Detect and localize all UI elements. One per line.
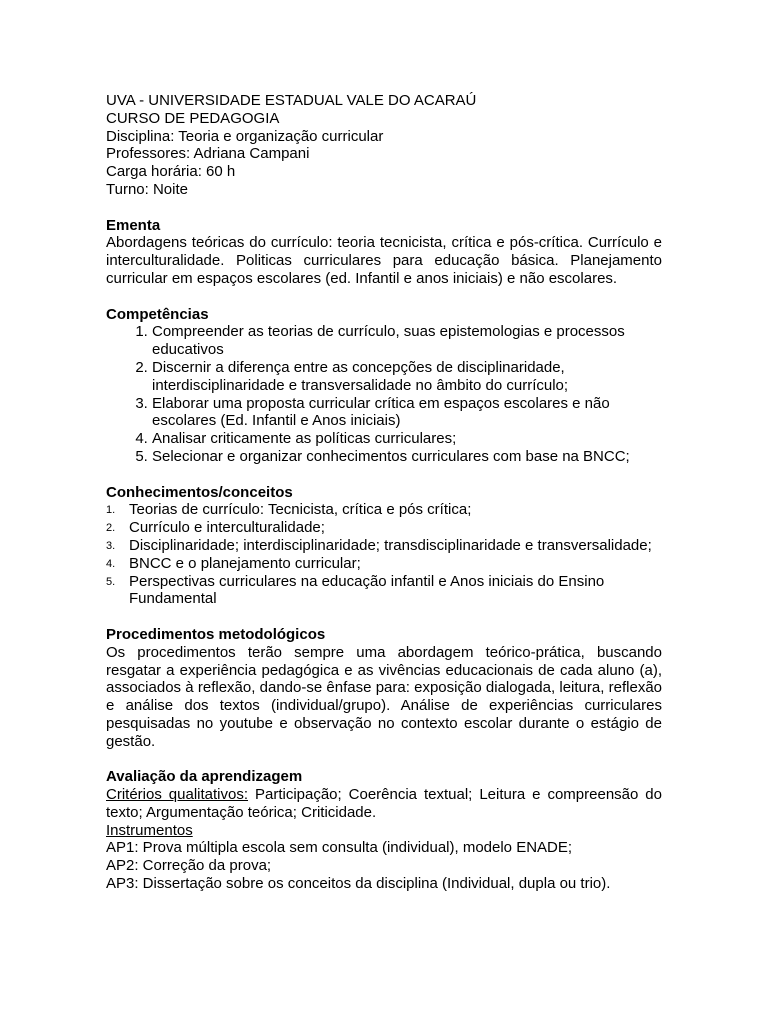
list-item: 5. Selecionar e organizar conhecimentos curriculares com base na BNCC;: [152, 448, 662, 466]
ap3-line: AP3: Dissertação sobre os conceitos da disciplina (Individual, dupla ou trio).: [106, 875, 611, 893]
avaliacao-section: [106, 768, 662, 893]
syllabus-page: [106, 92, 662, 893]
spacer: [106, 199, 662, 217]
procedimentos-text: Os procedimentos terão sempre uma abordagem teórico-prática, buscando resgatar a experiência pedagógica e as vivências educacionais de cada aluno (a), associados à reflexão, dando-se ênfase para: exposição dialogada, leitura, reflexão e análise dos textos (individual/grupo). Análise de experiências curriculares pesquisadas no youtube e observação no contexto escolar durante o estágio de gestão.: [106, 643, 662, 750]
list-number: 3.: [106, 539, 116, 552]
discipline-line: Disciplina: Teoria e organização curricular: [106, 127, 384, 145]
professors-line: Professores: Adriana Campani: [106, 145, 310, 163]
list-item-text: Perspectivas curriculares na educação infantil e Anos iniciais do Ensino Fundamental: [129, 572, 605, 608]
workload-line: Carga horária: 60 h: [106, 163, 236, 181]
shift-line: Turno: Noite: [106, 180, 188, 198]
instruments-label: Instrumentos: [106, 821, 193, 839]
ementa-heading: Ementa: [106, 216, 161, 234]
competencias-section: [106, 306, 662, 466]
list-item-text: Teorias de currículo: Tecnicista, crítica e pós crítica;: [129, 501, 472, 519]
list-number: 5.: [106, 575, 116, 588]
ap2-line: AP2: Correção da prova;: [106, 857, 272, 875]
list-item: [106, 537, 662, 555]
course-name: CURSO DE PEDAGOGIA: [106, 109, 280, 127]
conhecimentos-list: [106, 501, 662, 608]
competencias-list: [106, 323, 662, 465]
list-number: 4.: [106, 557, 116, 570]
list-number: 1.: [106, 504, 116, 517]
criteria-label: Critérios qualitativos:: [106, 786, 249, 804]
criteria-text: Participação; Coerência textual; Leitura e compreensão do texto; Argumentação teórica; Criticidade.: [106, 786, 662, 821]
competencias-heading: Competências: [106, 305, 209, 323]
list-item-text: BNCC e o planejamento curricular;: [129, 554, 361, 572]
list-item: 3. Elaborar uma proposta curricular crítica em espaços escolares e não escolares (Ed. Infantil e Anos iniciais): [152, 395, 662, 431]
list-item: 4. Analisar criticamente as políticas curriculares;: [152, 430, 662, 448]
list-item: [106, 555, 662, 573]
list-number: 2.: [106, 522, 116, 535]
ementa-text: Abordagens teóricas do currículo: teoria tecnicista, crítica e pós-crítica. Currículo e interculturalidade. Politicas curriculares para educação básica. Planejamento curricular em espaços escolares (ed. Infantil e anos iniciais) e não escolares.: [106, 234, 662, 287]
list-item: [106, 501, 662, 519]
criteria-paragraph: [106, 786, 662, 822]
ap1-line: AP1: Prova múltipla escola sem consulta (individual), modelo ENADE;: [106, 839, 573, 857]
list-item-text: Currículo e interculturalidade;: [129, 519, 325, 537]
spacer: [106, 466, 662, 484]
header-block: [106, 92, 662, 199]
procedimentos-heading: Procedimentos metodológicos: [106, 625, 326, 643]
spacer: [106, 750, 662, 768]
university-name: UVA - UNIVERSIDADE ESTADUAL VALE DO ACARAÚ: [106, 92, 477, 109]
conhecimentos-heading: Conhecimentos/conceitos: [106, 483, 293, 501]
spacer: [106, 288, 662, 306]
spacer: [106, 608, 662, 626]
list-item: 2. Discernir a diferença entre as concepções de disciplinaridade, interdisciplinaridade e transversalidade no âmbito do currículo;: [152, 359, 662, 395]
conhecimentos-section: [106, 484, 662, 609]
ementa-section: [106, 217, 662, 288]
list-item: [106, 519, 662, 537]
procedimentos-section: [106, 626, 662, 751]
list-item-text: Disciplinaridade; interdisciplinaridade; transdisciplinaridade e transversalidade;: [129, 536, 652, 554]
list-item: 1. Compreender as teorias de currículo, suas epistemologias e processos educativos: [152, 323, 662, 359]
list-item: [106, 573, 662, 609]
avaliacao-heading: Avaliação da aprendizagem: [106, 768, 303, 786]
